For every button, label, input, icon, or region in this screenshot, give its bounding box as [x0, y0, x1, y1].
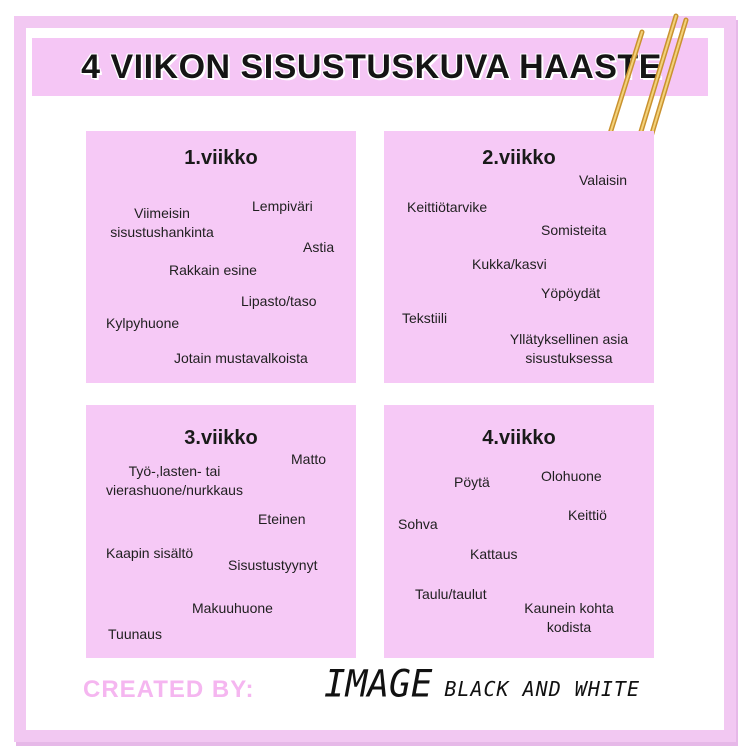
week-4-item: Sohva	[398, 516, 438, 532]
week-2-item: Tekstiili	[402, 310, 448, 326]
week-2-item: Yllätyksellinen asia sisustuksessa	[509, 331, 629, 366]
week-3-item: Työ-,lasten- tai vierashuone/nurkkaus	[106, 463, 243, 498]
week-2-item: Yöpöydät	[541, 285, 601, 301]
week-2-item: Keittiötarvike	[407, 199, 488, 215]
week-4-item: Kattaus	[470, 546, 518, 562]
week-1-item: Lipasto/taso	[241, 293, 317, 309]
week-3-card	[86, 405, 356, 658]
week-1-heading: 1.viikko	[184, 147, 258, 169]
week-3-item: Sisustustyynyt	[228, 557, 318, 573]
week-1-item: Viimeisin sisustushankinta	[110, 205, 214, 240]
week-4-item: Olohuone	[541, 468, 602, 484]
week-1-item: Rakkain esine	[169, 262, 257, 278]
created-by-label: CREATED BY:	[83, 676, 255, 703]
week-3-item: Matto	[291, 451, 327, 467]
brand-logo: IMAGE BLACK AND WHITE	[324, 662, 640, 707]
week-1-card	[86, 131, 356, 383]
week-1-item: Lempiväri	[252, 198, 313, 214]
week-3-item: Makuuhuone	[192, 600, 273, 616]
week-3-heading: 3.viikko	[184, 427, 258, 449]
week-3-item: Kaapin sisältö	[106, 545, 194, 561]
week-2-card	[384, 131, 654, 383]
week-1-item: Kylpyhuone	[106, 315, 180, 331]
week-2-item: Somisteita	[541, 222, 607, 238]
week-3-item: Eteinen	[258, 511, 306, 527]
week-3-item: Tuunaus	[108, 626, 162, 642]
week-1-item: Jotain mustavalkoista	[174, 350, 308, 366]
week-1-item: Astia	[303, 239, 335, 255]
week-2-heading: 2.viikko	[482, 147, 556, 169]
week-4-item: Kaunein kohta kodista	[524, 600, 614, 635]
week-4-card	[384, 405, 654, 658]
week-2-item: Kukka/kasvi	[472, 256, 547, 272]
week-4-item: Keittiö	[568, 507, 607, 523]
week-4-heading: 4.viikko	[482, 427, 556, 449]
week-2-item: Valaisin	[579, 172, 627, 188]
week-4-item: Taulu/taulut	[415, 586, 487, 602]
page-title: 4 VIIKON SISUSTUSKUVA HAASTE	[81, 48, 662, 86]
week-4-item: Pöytä	[454, 474, 490, 490]
